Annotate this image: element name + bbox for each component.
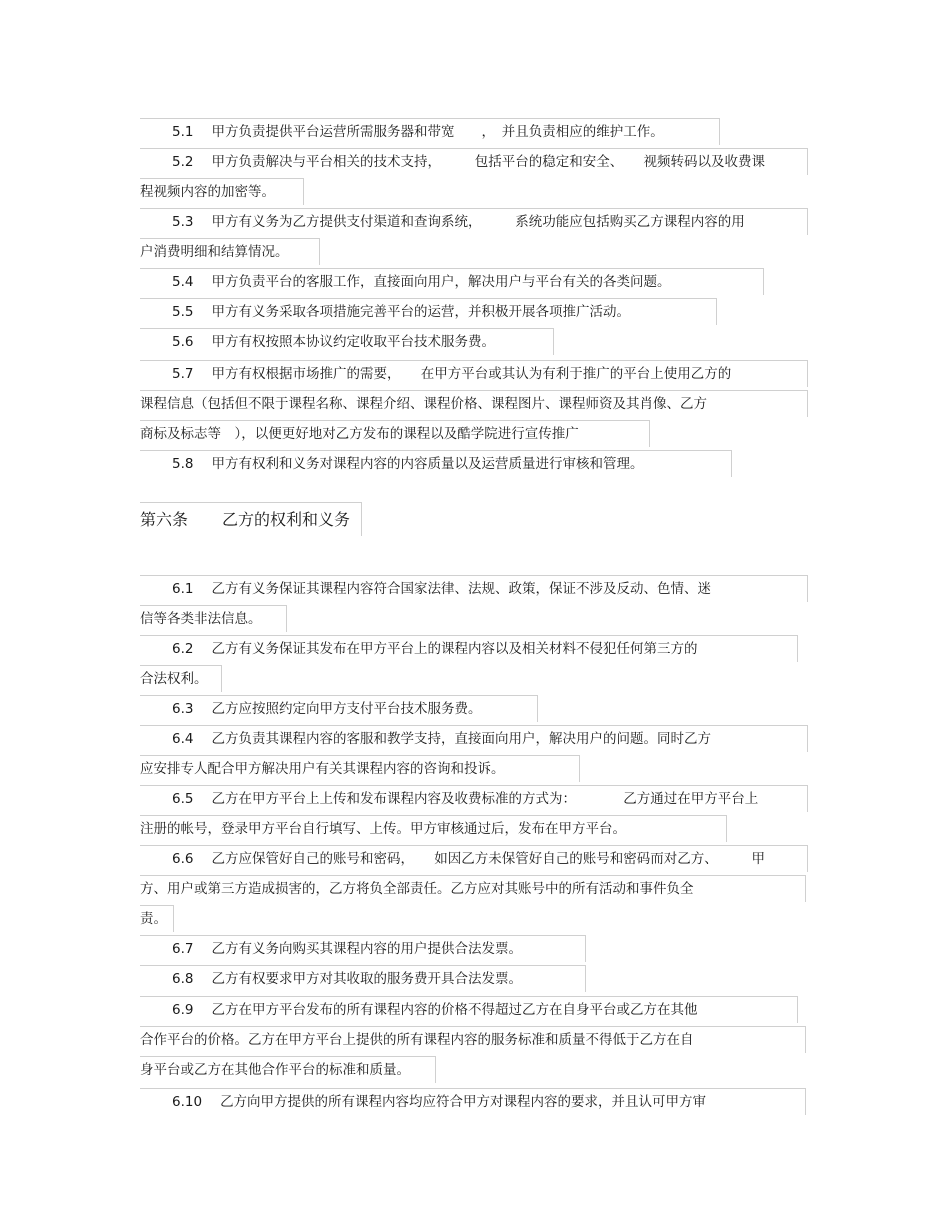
clause-text: 课程信息（包括但不限于课程名称、课程介绍、课程价格、课程图片、课程师资及其肖像、乙方: [140, 396, 707, 412]
clause-5-7-cont-1: [140, 390, 808, 417]
clause-text: 乙方应保管好自己的账号和密码， 如因乙方未保管好自己的账号和密码而对乙方、 甲: [211, 851, 765, 867]
clause-number: 6.6: [172, 851, 194, 867]
clause-text: 甲方有义务采取各项措施完善平台的运营，并积极开展各项推广活动。: [211, 304, 630, 320]
clause-text: 甲方有权根据市场推广的需要， 在甲方平台或其认为有利于推广的平台上使用乙方的: [211, 366, 732, 382]
clause-text: 信等各类非法信息。: [140, 611, 262, 627]
clause-5-1: [140, 118, 720, 145]
clause-6-9-cont-1: [140, 1026, 806, 1053]
article-title: 乙方的权利和义务: [222, 510, 351, 529]
clause-text: 乙方有义务向购买其课程内容的用户提供合法发票。: [211, 941, 522, 957]
clause-text: 乙方有义务保证其课程内容符合国家法律、法规、政策，保证不涉及反动、色情、迷: [211, 581, 711, 597]
clause-number: 6.2: [172, 641, 194, 657]
section-heading-6: [140, 502, 362, 536]
clause-number: 5.7: [172, 366, 194, 382]
clause-text: 甲方有权按照本协议约定收取平台技术服务费。: [211, 334, 495, 350]
clause-number: 6.10: [172, 1094, 203, 1110]
clause-5-6: [140, 328, 554, 355]
clause-6-4-cont: [140, 755, 580, 782]
clause-6-7: [140, 935, 586, 962]
clause-text: 身平台或乙方在其他合作平台的标准和质量。: [140, 1062, 410, 1078]
clause-6-2-cont: [140, 665, 222, 692]
clause-number: 5.6: [172, 334, 194, 350]
clause-text: 乙方在甲方平台上上传和发布课程内容及收费标准的方式为： 乙方通过在甲方平台上: [211, 791, 759, 807]
clause-text: 合作平台的价格。乙方在甲方平台上提供的所有课程内容的服务标准和质量不得低于乙方在自: [140, 1032, 694, 1048]
clause-number: 6.1: [172, 581, 194, 597]
clause-number: 6.8: [172, 971, 194, 987]
clause-text: 甲方负责提供平台运营所需服务器和带宽 ， 并且负责相应的维护工作。: [211, 124, 664, 140]
clause-number: 6.3: [172, 701, 194, 717]
clause-6-10: [140, 1088, 806, 1115]
clause-6-5-cont: [140, 815, 727, 842]
clause-5-7-cont-2: [140, 420, 650, 447]
clause-6-6-cont-1: [140, 875, 806, 902]
clause-text: 甲方负责平台的客服工作，直接面向用户，解决用户与平台有关的各类问题。: [211, 274, 671, 290]
clause-5-2: [140, 148, 808, 175]
clause-number: 5.4: [172, 274, 194, 290]
clause-6-2: [140, 635, 798, 662]
clause-6-6-cont-2: [140, 905, 174, 932]
clause-number: 6.7: [172, 941, 194, 957]
clause-number: 5.1: [172, 124, 194, 140]
clause-6-5: [140, 785, 808, 812]
clause-6-6: [140, 845, 808, 872]
clause-6-4: [140, 725, 808, 752]
clause-text: 商标及标志等 ），以便更好地对乙方发布的课程以及酷学院进行宣传推广: [140, 426, 579, 442]
clause-text: 甲方负责解决与平台相关的技术支持， 包括平台的稳定和安全、 视频转码以及收费课: [211, 154, 765, 170]
clause-5-5: [140, 298, 717, 325]
clause-5-3: [140, 208, 808, 235]
clause-text: 乙方有权要求甲方对其收取的服务费开具合法发票。: [211, 971, 522, 987]
clause-text: 甲方有权利和义务对课程内容的内容质量以及运营质量进行审核和管理。: [211, 456, 644, 472]
clause-number: 5.8: [172, 456, 194, 472]
clause-text: 乙方负责其课程内容的客服和教学支持，直接面向用户，解决用户的问题。同时乙方: [211, 731, 711, 747]
clause-number: 6.5: [172, 791, 194, 807]
clause-text: 合法权利。: [140, 671, 208, 687]
clause-6-1: [140, 575, 808, 602]
clause-5-7: [140, 360, 808, 387]
clause-text: 应安排专人配合甲方解决用户有关其课程内容的咨询和投诉。: [140, 761, 505, 777]
article-number: 第六条: [140, 510, 189, 529]
clause-6-9-cont-2: [140, 1056, 436, 1083]
clause-text: 乙方应按照约定向甲方支付平台技术服务费。: [211, 701, 482, 717]
clause-text: 程视频内容的加密等。: [140, 184, 275, 200]
clause-number: 5.2: [172, 154, 194, 170]
clause-5-8: [140, 450, 732, 477]
clause-text: 乙方有义务保证其发布在甲方平台上的课程内容以及相关材料不侵犯任何第三方的: [211, 641, 698, 657]
clause-5-2-cont: [140, 178, 304, 205]
clause-number: 6.4: [172, 731, 194, 747]
clause-6-3: [140, 695, 538, 722]
clause-6-8: [140, 965, 586, 992]
clause-text: 责。: [140, 911, 167, 927]
clause-number: 6.9: [172, 1002, 194, 1018]
clause-text: 注册的帐号，登录甲方平台自行填写、上传。甲方审核通过后，发布在甲方平台。: [140, 821, 626, 837]
clause-text: 甲方有义务为乙方提供支付渠道和查询系统， 系统功能应包括购买乙方课程内容的用: [211, 214, 745, 230]
clause-5-3-cont: [140, 238, 320, 265]
clause-6-9: [140, 996, 798, 1023]
clause-number: 5.5: [172, 304, 194, 320]
clause-text: 乙方在甲方平台发布的所有课程内容的价格不得超过乙方在自身平台或乙方在其他: [211, 1002, 698, 1018]
clause-6-1-cont: [140, 605, 287, 632]
clause-5-4: [140, 268, 764, 295]
clause-text: 户消费明细和结算情况。: [140, 244, 289, 260]
clause-text: 乙方向甲方提供的所有课程内容均应符合甲方对课程内容的要求，并且认可甲方审: [220, 1094, 707, 1110]
clause-text: 方、用户或第三方造成损害的，乙方将负全部责任。乙方应对其账号中的所有活动和事件负全: [140, 881, 694, 897]
clause-number: 5.3: [172, 214, 194, 230]
